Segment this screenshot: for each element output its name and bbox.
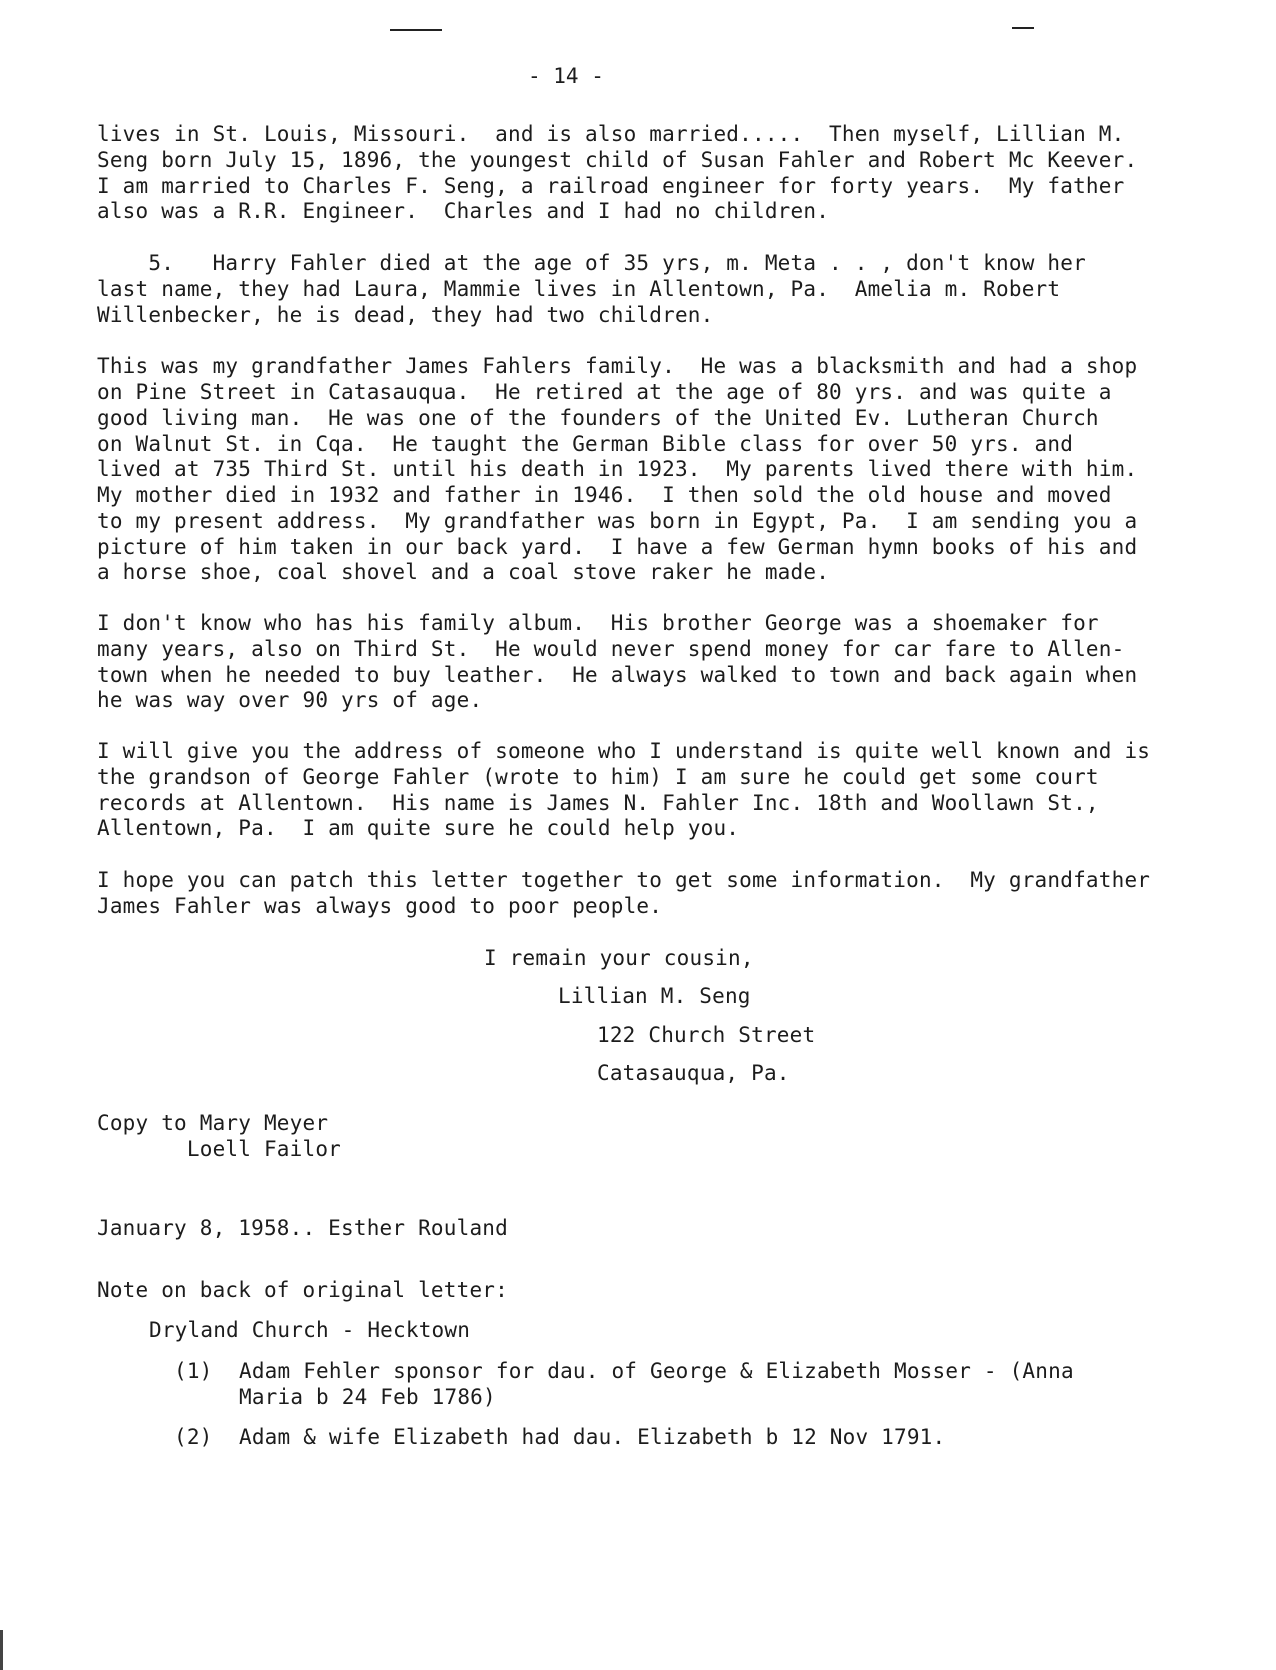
p5-line-1: I will give you the address of someone who I understand is quite well known and is — [97, 739, 1151, 763]
p3-line-6: My mother died in 1932 and father in 1946. I then sold the old house and moved — [97, 483, 1112, 507]
closing-street: 122 Church Street — [597, 1023, 816, 1047]
note-item-1-line-1: Adam Fehler sponsor for dau. of George & Elizabeth Mosser - (Anna — [239, 1359, 1074, 1383]
p5-line-4: Allentown, Pa. I am quite sure he could help you. — [97, 816, 740, 840]
closing-salutation: I remain your cousin, — [484, 946, 754, 970]
p6-line-1: I hope you can patch this letter together to get some information. My grandfather — [97, 868, 1151, 892]
note-item-2-marker: (2) — [174, 1425, 213, 1449]
p4-line-1: I don't know who has his family album. His brother George was a shoemaker for — [97, 611, 1099, 635]
note-item-1-line-2: Maria b 24 Feb 1786) — [239, 1385, 496, 1409]
p5-line-2: the grandson of George Fahler (wrote to him) I am sure he could get some court — [97, 765, 1099, 789]
note-item-1-marker: (1) — [174, 1359, 213, 1383]
copy-to-line-1: Copy to Mary Meyer — [97, 1111, 329, 1135]
date-line: January 8, 1958.. Esther Rouland — [97, 1216, 508, 1240]
p6-line-2: James Fahler was always good to poor people. — [97, 894, 663, 918]
copy-to-line-2: Loell Failor — [97, 1137, 342, 1161]
p4-line-2: many years, also on Third St. He would never spend money for car fare to Allen- — [97, 637, 1125, 661]
p3-line-4: on Walnut St. in Cqa. He taught the German Bible class for over 50 yrs. and — [97, 432, 1074, 456]
p1-line-4: also was a R.R. Engineer. Charles and I had no children. — [97, 199, 830, 223]
p4-line-3: town when he needed to buy leather. He always walked to town and back again when — [97, 663, 1138, 687]
p3-line-9: a horse shoe, coal shovel and a coal stove raker he made. — [97, 560, 830, 584]
p2-line-2: last name, they had Laura, Mammie lives in Allentown, Pa. Amelia m. Robert — [97, 277, 1061, 301]
note-heading: Note on back of original letter: — [97, 1278, 508, 1302]
p1-line-3: I am married to Charles F. Seng, a railroad engineer for forty years. My father — [97, 174, 1125, 198]
p5-line-3: records at Allentown. His name is James N. Fahler Inc. 18th and Woollawn St., — [97, 791, 1099, 815]
p3-line-3: good living man. He was one of the founders of the United Ev. Lutheran Church — [97, 406, 1099, 430]
p2-line-3: Willenbecker, he is dead, they had two children. — [97, 303, 714, 327]
closing-name: Lillian M. Seng — [558, 984, 751, 1008]
p3-line-5: lived at 735 Third St. until his death in 1923. My parents lived there with him. — [97, 457, 1138, 481]
p1-line-1: lives in St. Louis, Missouri. and is also married..... Then myself, Lillian M. — [97, 122, 1125, 146]
scan-edge-left — [0, 1630, 3, 1670]
p1-line-2: Seng born July 15, 1896, the youngest child of Susan Fahler and Robert Mc Keever. — [97, 148, 1138, 172]
p3-line-7: to my present address. My grandfather was born in Egypt, Pa. I am sending you a — [97, 509, 1138, 533]
p2-line-1: 5. Harry Fahler died at the age of 35 yrs, m. Meta . . , don't know her — [97, 251, 1086, 275]
p4-line-4: he was way over 90 yrs of age. — [97, 688, 483, 712]
p3-line-2: on Pine Street in Catasauqua. He retired at the age of 80 yrs. and was quite a — [97, 380, 1112, 404]
page-number: - 14 - — [528, 64, 604, 88]
note-item-2-line-1: Adam & wife Elizabeth had dau. Elizabeth b 12 Nov 1791. — [239, 1425, 946, 1449]
closing-city: Catasauqua, Pa. — [597, 1061, 790, 1085]
p3-line-1: This was my grandfather James Fahlers family. He was a blacksmith and had a shop — [97, 354, 1138, 378]
scan-mark-top-left — [390, 29, 442, 31]
note-church: Dryland Church - Hecktown — [149, 1318, 471, 1342]
p3-line-8: picture of him taken in our back yard. I have a few German hymn books of his and — [97, 535, 1138, 559]
scan-mark-top-right — [1012, 27, 1034, 29]
